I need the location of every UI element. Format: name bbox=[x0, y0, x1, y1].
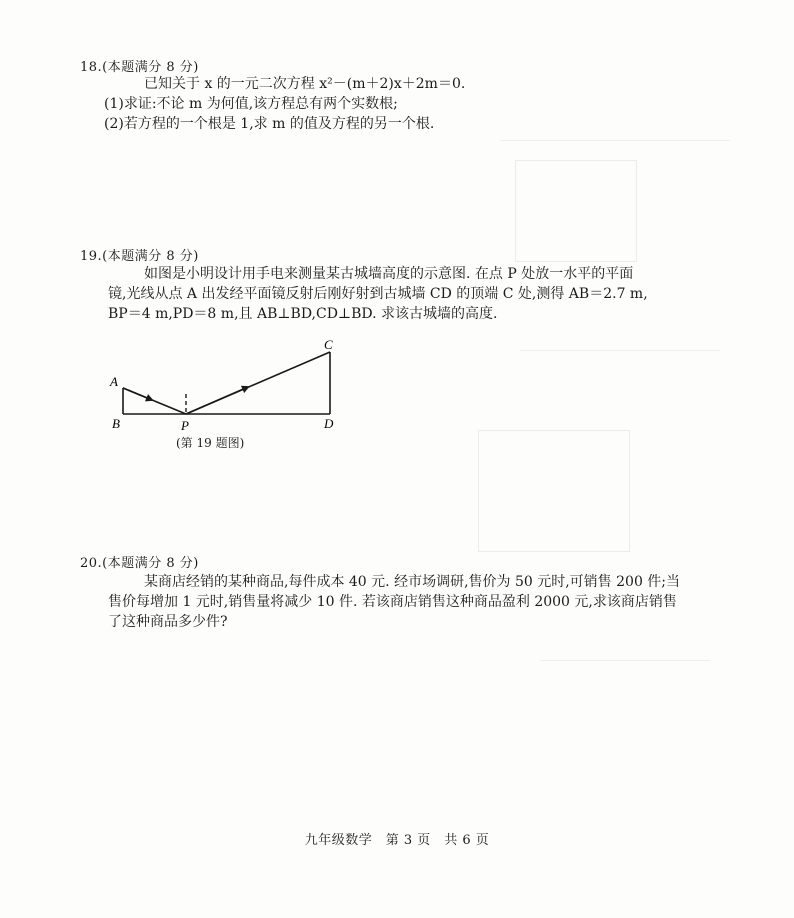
bleed-through-box-1 bbox=[515, 160, 637, 262]
q18-stem: 已知关于 x 的一元二次方程 x²－(m＋2)x＋2m＝0. bbox=[144, 76, 466, 92]
bleed-through-line-1 bbox=[500, 140, 730, 141]
reflected-ray-arrow bbox=[186, 387, 248, 414]
q20-line-1: 某商店经销的某种商品,每件成本 40 元. 经市场调研,售价为 50 元时,可销售 200 件;当 bbox=[144, 574, 681, 590]
label-d: D bbox=[324, 416, 334, 431]
q18-part-2: (2)若方程的一个根是 1,求 m 的值及方程的另一个根. bbox=[104, 116, 435, 132]
q19-line-3: BP＝4 m,PD＝8 m,且 AB⊥BD,CD⊥BD. 求该古城墙的高度. bbox=[108, 306, 498, 322]
label-b: B bbox=[112, 416, 120, 431]
q19-line-1: 如图是小明设计用手电来测量某古城墙高度的示意图. 在点 P 处放一水平的平面 bbox=[144, 266, 634, 282]
page-footer: 九年级数学 第 3 页 共 6 页 bbox=[304, 833, 490, 848]
label-c: C bbox=[324, 337, 333, 352]
q19-line-2: 镜,光线从点 A 出发经平面镜反射后刚好射到古城墙 CD 的顶端 C 处,测得 AB＝2.7 m, bbox=[108, 286, 648, 302]
q18-part-1: (1)求证:不论 m 为何值,该方程总有两个实数根; bbox=[104, 96, 398, 112]
q20-line-3: 了这种商品多少件? bbox=[108, 614, 228, 630]
q20-heading: 20.(本题满分 8 分) bbox=[80, 556, 199, 571]
q18-heading: 18.(本题满分 8 分) bbox=[80, 60, 199, 75]
q19-figure-caption: (第 19 题图) bbox=[176, 436, 245, 450]
q19-heading: 19.(本题满分 8 分) bbox=[80, 249, 199, 264]
bleed-through-line-3 bbox=[540, 660, 710, 661]
bleed-through-line-2 bbox=[520, 350, 720, 351]
incident-ray-arrow bbox=[123, 388, 152, 400]
label-a: A bbox=[110, 374, 118, 389]
q20-line-2: 售价每增加 1 元时,销售量将减少 10 件. 若该商店销售这种商品盈利 2000 元,求该商店销售 bbox=[108, 594, 677, 610]
bleed-through-box-2 bbox=[478, 430, 630, 552]
label-p: P bbox=[181, 418, 189, 433]
